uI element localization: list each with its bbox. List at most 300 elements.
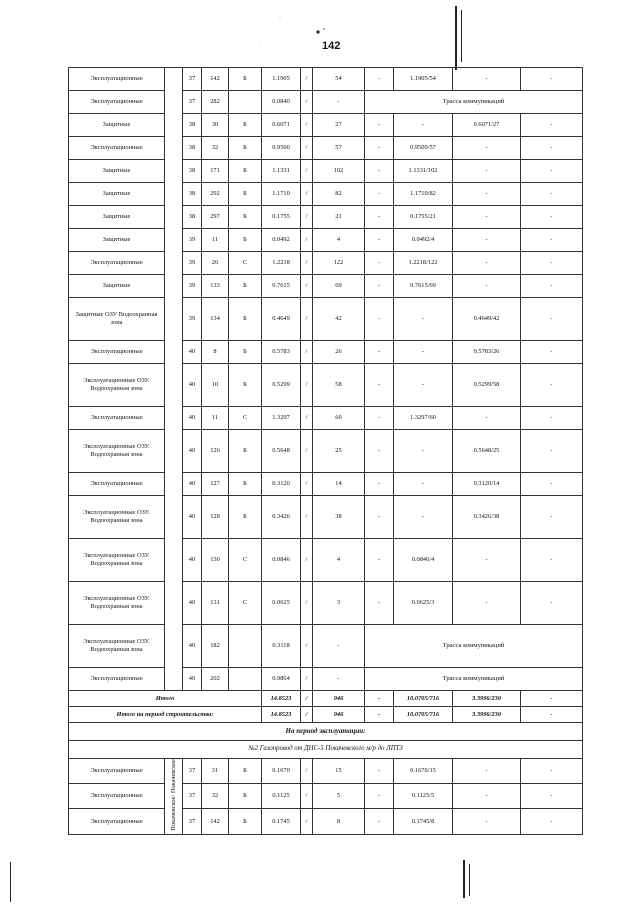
binding-line-top <box>455 6 457 70</box>
cell-sep: / <box>301 298 313 341</box>
cell-plot: 142 <box>202 68 229 91</box>
cell-plot: 202 <box>202 668 229 691</box>
cell-g: - <box>521 68 583 91</box>
cell-g: - <box>521 407 583 430</box>
cell-area: 0.9864 <box>262 668 301 691</box>
cell-e: 10.0705/716 <box>394 691 453 707</box>
cell-plot: 182 <box>202 625 229 668</box>
cell-sep: / <box>301 496 313 539</box>
cell-category: С <box>229 539 262 582</box>
cell-e: 1.3297/60 <box>394 407 453 430</box>
cell-quarter: 37 <box>183 809 202 834</box>
cell-category: Б <box>229 784 262 809</box>
cell-g: - <box>521 809 583 834</box>
cell-g: - <box>521 784 583 809</box>
cell-area: 0.0625 <box>262 582 301 625</box>
cell-d: - <box>365 229 394 252</box>
cell-f: - <box>453 137 521 160</box>
cell-sep: / <box>301 473 313 496</box>
cell-quarter: 40 <box>183 473 202 496</box>
cell-d: - <box>365 364 394 407</box>
cell-plot: 134 <box>202 298 229 341</box>
cell-plot: 292 <box>202 183 229 206</box>
cell-category: Б <box>229 298 262 341</box>
cell-sep: / <box>301 183 313 206</box>
cell-sep: / <box>301 539 313 582</box>
cell-category: Б <box>229 341 262 364</box>
cell-area: 0.0840 <box>262 91 301 114</box>
cell-usage: Эксплуатационные ОЗУ. Водоохранная зона <box>69 539 165 582</box>
cell-quarter: 39 <box>183 252 202 275</box>
cell-plot: 30 <box>202 114 229 137</box>
cell-area: 0.3118 <box>262 625 301 668</box>
cell-count: 25 <box>313 430 365 473</box>
cell-sep: / <box>301 668 313 691</box>
cell-g: - <box>521 430 583 473</box>
cell-plot: 126 <box>202 430 229 473</box>
section-row <box>69 723 583 741</box>
cell-sep: / <box>301 364 313 407</box>
cell-area: 0.0846 <box>262 539 301 582</box>
cell-count: 946 <box>313 691 365 707</box>
forestry-label: Покачевское/ Покачевское <box>169 759 177 831</box>
cell-category: Б <box>229 229 262 252</box>
cell-area: 0.3426 <box>262 496 301 539</box>
cell-category: С <box>229 407 262 430</box>
cell-total-label: Итого на период строительства: <box>69 707 262 723</box>
binding-line-bottom <box>463 860 465 898</box>
cell-plot: 32 <box>202 784 229 809</box>
cell-d: - <box>365 341 394 364</box>
cell-g: - <box>521 298 583 341</box>
cell-f: 0.3426/38 <box>453 496 521 539</box>
cell-count: 58 <box>313 364 365 407</box>
cell-e: - <box>394 298 453 341</box>
cell-category: С <box>229 252 262 275</box>
cell-f: 0.4649/42 <box>453 298 521 341</box>
cell-count: 26 <box>313 341 365 364</box>
cell-sep: / <box>301 114 313 137</box>
table-row <box>69 68 583 91</box>
cell-quarter: 40 <box>183 668 202 691</box>
cell-sep: / <box>301 707 313 723</box>
cell-category: Б <box>229 68 262 91</box>
cell-sep: / <box>301 206 313 229</box>
table-row <box>69 473 583 496</box>
cell-forestry <box>165 759 183 835</box>
cell-plot: 142 <box>202 809 229 834</box>
cell-g: - <box>521 759 583 784</box>
cell-g: - <box>521 206 583 229</box>
cell-quarter: 40 <box>183 430 202 473</box>
cell-usage: Защитные <box>69 114 165 137</box>
cell-count: 60 <box>313 407 365 430</box>
cell-usage: Эксплуатационные <box>69 407 165 430</box>
cell-sep: / <box>301 759 313 784</box>
cell-quarter: 40 <box>183 625 202 668</box>
cell-d: - <box>365 691 394 707</box>
cell-category: Б <box>229 473 262 496</box>
cell-count: 5 <box>313 784 365 809</box>
cell-category: Б <box>229 275 262 298</box>
cell-category: Б <box>229 496 262 539</box>
cell-quarter: 39 <box>183 229 202 252</box>
cell-plot: 133 <box>202 275 229 298</box>
cell-category: Б <box>229 809 262 834</box>
cell-sep: / <box>301 582 313 625</box>
cell-quarter: 38 <box>183 137 202 160</box>
cell-quarter: 40 <box>183 582 202 625</box>
cell-plot: 11 <box>202 229 229 252</box>
cell-category: Б <box>229 759 262 784</box>
cell-area: 0.9500 <box>262 137 301 160</box>
cell-count: 946 <box>313 707 365 723</box>
cell-f: - <box>453 407 521 430</box>
cell-category <box>229 668 262 691</box>
table-row <box>69 759 583 784</box>
cell-sep: / <box>301 137 313 160</box>
table-row <box>69 91 583 114</box>
table-row <box>69 496 583 539</box>
cell-area: 1.1905 <box>262 68 301 91</box>
cell-usage: Эксплуатационные ОЗУ. Водоохранная зона <box>69 364 165 407</box>
cell-g: - <box>521 496 583 539</box>
cell-note: Трасса коммуникаций <box>365 91 583 114</box>
cell-f: 0.5783/26 <box>453 341 521 364</box>
cell-usage: Защитные ОЗУ Водоохранная зона <box>69 298 165 341</box>
cell-quarter: 39 <box>183 275 202 298</box>
table-row <box>69 298 583 341</box>
cell-count: - <box>313 668 365 691</box>
cell-d: - <box>365 430 394 473</box>
cell-sep: / <box>301 407 313 430</box>
cell-sep: / <box>301 809 313 834</box>
cell-d: - <box>365 275 394 298</box>
cell-d: - <box>365 707 394 723</box>
cell-area: 1.1710 <box>262 183 301 206</box>
binding-line-top-2 <box>461 10 462 62</box>
cell-count: 15 <box>313 759 365 784</box>
cell-usage: Эксплуатационные <box>69 137 165 160</box>
table-row <box>69 784 583 809</box>
cell-count: 21 <box>313 206 365 229</box>
cell-area: 0.4649 <box>262 298 301 341</box>
cell-g: - <box>521 183 583 206</box>
cell-d: - <box>365 407 394 430</box>
table-row <box>69 160 583 183</box>
cell-quarter: 40 <box>183 496 202 539</box>
cell-e: 1.2218/122 <box>394 252 453 275</box>
cell-plot: 26 <box>202 252 229 275</box>
table-row <box>69 809 583 834</box>
table-row <box>69 137 583 160</box>
table-row <box>69 206 583 229</box>
cell-area: 0.5648 <box>262 430 301 473</box>
cell-category: Б <box>229 183 262 206</box>
cell-e: 0.1755/21 <box>394 206 453 229</box>
cell-usage: Эксплуатационные <box>69 809 165 834</box>
cell-count: - <box>313 91 365 114</box>
cell-count: 8 <box>313 809 365 834</box>
cell-usage: Эксплуатационные <box>69 784 165 809</box>
cell-plot: 171 <box>202 160 229 183</box>
cell-quarter: 40 <box>183 364 202 407</box>
cell-area: 0.3120 <box>262 473 301 496</box>
table-row <box>69 407 583 430</box>
cell-count: 102 <box>313 160 365 183</box>
cell-total-label: Итого <box>69 691 262 707</box>
table-row <box>69 539 583 582</box>
cell-d: - <box>365 160 394 183</box>
margin-mark-left <box>10 862 11 902</box>
total-row <box>69 691 583 707</box>
cell-e: - <box>394 341 453 364</box>
cell-count: 27 <box>313 114 365 137</box>
cell-usage: Защитные <box>69 229 165 252</box>
cell-count: 38 <box>313 496 365 539</box>
cell-g: - <box>521 114 583 137</box>
cell-category: Б <box>229 206 262 229</box>
cell-g: - <box>521 252 583 275</box>
cell-d: - <box>365 784 394 809</box>
cell-d: - <box>365 298 394 341</box>
cell-f: 3.3996/230 <box>453 707 521 723</box>
cell-d: - <box>365 809 394 834</box>
section-title: На период эксплуатации: <box>69 723 583 741</box>
cell-sep: / <box>301 91 313 114</box>
cell-plot: 10 <box>202 364 229 407</box>
cell-usage: Эксплуатационные ОЗУ. Водоохранная зона <box>69 582 165 625</box>
cell-quarter: 38 <box>183 114 202 137</box>
cell-count: 122 <box>313 252 365 275</box>
cell-d: - <box>365 759 394 784</box>
cell-usage: Эксплуатационные <box>69 341 165 364</box>
cell-g: - <box>521 160 583 183</box>
cell-count: 82 <box>313 183 365 206</box>
cell-f: - <box>453 275 521 298</box>
table-row <box>69 275 583 298</box>
table-row <box>69 229 583 252</box>
cell-e: 0.0846/4 <box>394 539 453 582</box>
cell-g: - <box>521 364 583 407</box>
cell-f: - <box>453 582 521 625</box>
cell-usage: Эксплуатационные ОЗУ. Водоохранная зона <box>69 430 165 473</box>
cell-area: 14.8523 <box>262 691 301 707</box>
cell-e: 0.1125/5 <box>394 784 453 809</box>
table-row <box>69 341 583 364</box>
cell-f: - <box>453 68 521 91</box>
cell-d: - <box>365 582 394 625</box>
cell-quarter: 40 <box>183 341 202 364</box>
cell-e: - <box>394 114 453 137</box>
table-row <box>69 582 583 625</box>
cell-e: - <box>394 473 453 496</box>
cell-area: 0.1755 <box>262 206 301 229</box>
cell-usage: Эксплуатационные <box>69 252 165 275</box>
cell-usage: Защитные <box>69 183 165 206</box>
cell-f: - <box>453 809 521 834</box>
cell-area: 0.7615 <box>262 275 301 298</box>
cell-quarter: 37 <box>183 784 202 809</box>
cell-f: - <box>453 784 521 809</box>
cell-count: 42 <box>313 298 365 341</box>
cell-category: С <box>229 582 262 625</box>
cell-quarter: 38 <box>183 183 202 206</box>
cell-plot: 130 <box>202 539 229 582</box>
cell-plot: 128 <box>202 496 229 539</box>
cell-d: - <box>365 539 394 582</box>
cell-note: Трасса коммуникаций <box>365 668 583 691</box>
cell-g: - <box>521 341 583 364</box>
cell-quarter: 37 <box>183 759 202 784</box>
cell-quarter: 38 <box>183 160 202 183</box>
table-row <box>69 252 583 275</box>
cell-usage: Эксплуатационные <box>69 668 165 691</box>
cell-f: 0.6071/27 <box>453 114 521 137</box>
table-row <box>69 114 583 137</box>
cell-sep: / <box>301 229 313 252</box>
cell-count: 14 <box>313 473 365 496</box>
cell-area: 1.2218 <box>262 252 301 275</box>
cell-usage: Эксплуатационные <box>69 759 165 784</box>
cell-usage: Защитные <box>69 206 165 229</box>
cell-area: 0.1125 <box>262 784 301 809</box>
cell-count: 4 <box>313 229 365 252</box>
allocation-table <box>68 67 583 835</box>
table-row <box>69 183 583 206</box>
cell-count: 4 <box>313 539 365 582</box>
cell-quarter: 39 <box>183 298 202 341</box>
cell-usage: Эксплуатационные ОЗУ. Водоохранная зона <box>69 496 165 539</box>
cell-area: 0.0492 <box>262 229 301 252</box>
cell-sep: / <box>301 691 313 707</box>
cell-d: - <box>365 496 394 539</box>
cell-category: Б <box>229 430 262 473</box>
cell-area: 0.5299 <box>262 364 301 407</box>
cell-f: 0.3120/14 <box>453 473 521 496</box>
cell-category: Б <box>229 137 262 160</box>
cell-area: 1.1331 <box>262 160 301 183</box>
cell-e: 10.0705/716 <box>394 707 453 723</box>
cell-plot: 31 <box>202 759 229 784</box>
cell-f: - <box>453 539 521 582</box>
cell-area: 0.1670 <box>262 759 301 784</box>
cell-count: - <box>313 625 365 668</box>
cell-usage: Эксплуатационные <box>69 473 165 496</box>
cell-forestry <box>165 68 183 691</box>
cell-category <box>229 625 262 668</box>
cell-f: - <box>453 160 521 183</box>
cell-e: 1.1710/82 <box>394 183 453 206</box>
cell-d: - <box>365 114 394 137</box>
cell-g: - <box>521 229 583 252</box>
cell-sep: / <box>301 430 313 473</box>
cell-category: Б <box>229 114 262 137</box>
cell-g: - <box>521 582 583 625</box>
table-row <box>69 364 583 407</box>
cell-e: 1.1905/54 <box>394 68 453 91</box>
cell-usage: Защитные <box>69 160 165 183</box>
cell-plot: 131 <box>202 582 229 625</box>
cell-e: 0.0492/4 <box>394 229 453 252</box>
cell-sep: / <box>301 784 313 809</box>
cell-count: 57 <box>313 137 365 160</box>
cell-e: 0.1670/15 <box>394 759 453 784</box>
cell-note: Трасса коммуникаций <box>365 625 583 668</box>
cell-g: - <box>521 275 583 298</box>
subsection-title: №2 Газопровод от ДНС-5 Покачевского м/р до ЛПТЗ <box>69 741 583 759</box>
cell-e: - <box>394 364 453 407</box>
cell-area: 0.6071 <box>262 114 301 137</box>
cell-f: - <box>453 206 521 229</box>
cell-e: 0.1745/8 <box>394 809 453 834</box>
cell-f: - <box>453 759 521 784</box>
cell-d: - <box>365 68 394 91</box>
cell-d: - <box>365 183 394 206</box>
cell-plot: 297 <box>202 206 229 229</box>
cell-quarter: 40 <box>183 539 202 582</box>
cell-area: 14.8523 <box>262 707 301 723</box>
cell-usage: Эксплуатационные ОЗУ. Водоохранная зона <box>69 625 165 668</box>
cell-d: - <box>365 473 394 496</box>
cell-d: - <box>365 206 394 229</box>
cell-sep: / <box>301 275 313 298</box>
table-row <box>69 430 583 473</box>
cell-count: 69 <box>313 275 365 298</box>
grand-total-row <box>69 707 583 723</box>
cell-e: 0.7615/69 <box>394 275 453 298</box>
scan-specks <box>240 10 390 60</box>
cell-g: - <box>521 707 583 723</box>
cell-category <box>229 91 262 114</box>
cell-plot: 282 <box>202 91 229 114</box>
cell-category: Б <box>229 364 262 407</box>
cell-area: 0.1745 <box>262 809 301 834</box>
cell-f: 0.5299/58 <box>453 364 521 407</box>
cell-quarter: 37 <box>183 91 202 114</box>
cell-sep: / <box>301 341 313 364</box>
cell-e: - <box>394 430 453 473</box>
cell-sep: / <box>301 252 313 275</box>
table-row <box>69 625 583 668</box>
cell-f: 0.5648/25 <box>453 430 521 473</box>
cell-e: 1.1331/102 <box>394 160 453 183</box>
cell-g: - <box>521 137 583 160</box>
cell-plot: 11 <box>202 407 229 430</box>
cell-g: - <box>521 539 583 582</box>
table-row <box>69 668 583 691</box>
cell-usage: Эксплуатационные <box>69 91 165 114</box>
cell-area: 1.3297 <box>262 407 301 430</box>
cell-f: - <box>453 229 521 252</box>
cell-category: Б <box>229 160 262 183</box>
cell-usage: Защитные <box>69 275 165 298</box>
cell-e: 0.0625/3 <box>394 582 453 625</box>
cell-g: - <box>521 473 583 496</box>
cell-count: 3 <box>313 582 365 625</box>
cell-count: 54 <box>313 68 365 91</box>
cell-sep: / <box>301 625 313 668</box>
cell-d: - <box>365 137 394 160</box>
cell-e: - <box>394 496 453 539</box>
cell-plot: 127 <box>202 473 229 496</box>
cell-usage: Эксплуатационные <box>69 68 165 91</box>
cell-sep: / <box>301 68 313 91</box>
binding-line-bottom-2 <box>469 864 470 896</box>
subsection-row <box>69 741 583 759</box>
cell-g: - <box>521 691 583 707</box>
cell-quarter: 37 <box>183 68 202 91</box>
